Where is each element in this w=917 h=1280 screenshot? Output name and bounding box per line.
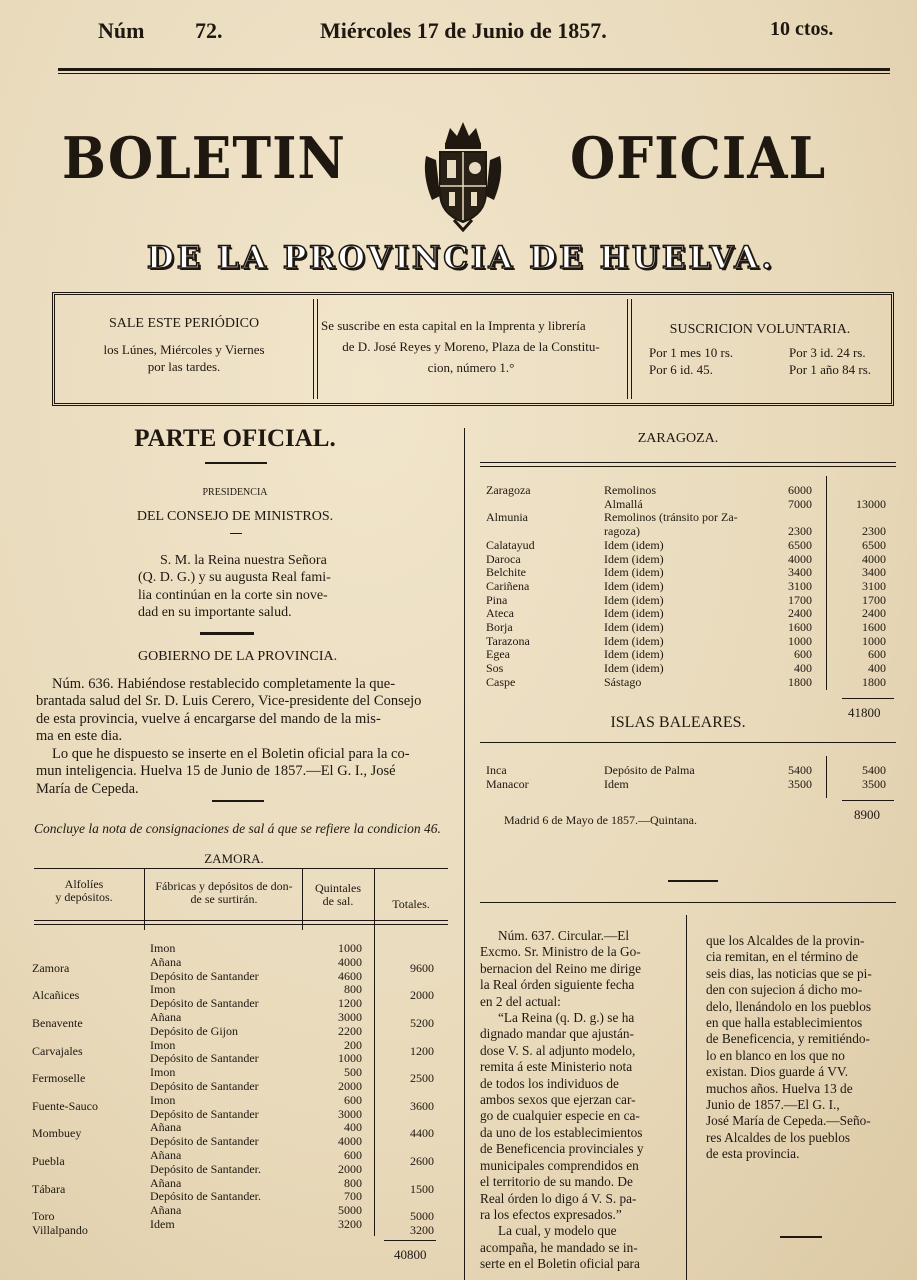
text-line: seis dias, las noticias que se pi- [706, 965, 872, 981]
row-source: Imon [150, 1092, 176, 1107]
schedule-title: SALE ESTE PERIÓDICO [108, 316, 260, 331]
row-quintales: 3200 [338, 1217, 362, 1231]
row-quintales: 400 [344, 1120, 362, 1135]
header-line: de sal. [322, 894, 354, 908]
section-title: PARTE OFICIAL. [134, 425, 336, 452]
text-line: municipales comprendidos en [480, 1157, 639, 1173]
row-place: Tábara [32, 1181, 66, 1196]
row-source: Depósito de Santander [150, 996, 259, 1011]
box-divider [313, 299, 318, 399]
row-total: 2600 [410, 1154, 434, 1168]
row-quintales: 7000 [788, 496, 812, 511]
text-line: dignado mandar que ajustán- [480, 1026, 634, 1042]
baleares-heading: ISLAS BALEARES. [610, 714, 746, 731]
row-place: Fuente-Sauco [32, 1098, 98, 1113]
row-total: 3600 [410, 1098, 434, 1113]
text-line: muchos años. Huelva 13 de [706, 1080, 853, 1096]
publication-schedule [55, 315, 313, 375]
row-quintales: 6000 [788, 483, 812, 497]
row-source: Idem [604, 777, 629, 791]
row-quintales: 400 [794, 661, 812, 676]
row-quintales: 3000 [338, 1010, 362, 1024]
row-source: Añana [150, 954, 182, 969]
row-quintales: 4000 [788, 551, 812, 566]
row-quintales: 700 [344, 1189, 362, 1204]
row-place: Mombuey [32, 1126, 82, 1141]
row-place: Daroca [486, 551, 521, 566]
text-line: en 2 del actual: [480, 993, 561, 1009]
row-place: Toro [32, 1209, 55, 1224]
text-line: (Q. D. G.) y su augusta Real fami- [138, 570, 331, 586]
text-line: Junio de 1857.—El G. I., [706, 1097, 840, 1113]
row-source: Idem (idem) [604, 551, 664, 566]
row-place: Alcañices [32, 988, 80, 1003]
row-source: Imon [150, 941, 176, 955]
row-quintales: 600 [344, 1148, 362, 1162]
concluye-note: Concluye la nota de consignaciones de sal á que se refiere la condicion 46. [34, 821, 441, 836]
row-quintales: 2000 [338, 1161, 362, 1176]
section-rule [480, 902, 896, 903]
row-place: Fermoselle [32, 1071, 86, 1086]
row-place: Sos [486, 661, 504, 676]
row-source: Idem [150, 1217, 175, 1231]
price-3-months: Por 3 id. 24 rs. [789, 345, 866, 360]
row-total: 5200 [410, 1016, 434, 1030]
row-total: 400 [868, 661, 886, 676]
row-total: 9600 [410, 960, 434, 975]
row-source: Depósito de Santander [150, 1106, 259, 1121]
num-637-column [480, 928, 670, 1273]
issue-number-label: Núm [98, 18, 145, 43]
prices-title: SUSCRICION VOLUNTARIA. [669, 322, 851, 337]
col-header-quintales [305, 882, 371, 908]
row-source: Añana [150, 1148, 182, 1162]
issue-date: Miércoles 17 de Junio de 1857. [320, 18, 607, 43]
total-rule [842, 800, 894, 801]
total-rule [842, 698, 894, 699]
row-quintales: 4000 [338, 1134, 362, 1149]
row-source: Idem (idem) [604, 537, 664, 552]
row-quintales: 3400 [788, 565, 812, 580]
row-total: 3200 [410, 1223, 434, 1237]
row-place: Caspe [486, 674, 516, 689]
row-source: ragoza) [604, 524, 640, 539]
row-source: Idem (idem) [604, 620, 664, 634]
text-line: que los Alcaldes de la provin- [706, 933, 865, 948]
row-total: 2000 [410, 988, 434, 1003]
text-line: Real órden lo digo á V. S. pa- [480, 1190, 637, 1206]
row-quintales: 4600 [338, 968, 362, 983]
row-source: Idem (idem) [604, 606, 664, 621]
row-total: 2400 [862, 606, 886, 621]
ornament [212, 800, 264, 802]
col-header-totales: Totales. [392, 897, 430, 911]
row-place: Zamora [32, 960, 70, 975]
row-source: Idem (idem) [604, 565, 664, 580]
text-line: de todos los individuos de [480, 1075, 619, 1091]
reina-paragraph [138, 552, 338, 622]
row-total: 3100 [862, 578, 886, 593]
location-line-2: de D. José Reyes y Moreno, Plaza de la Constitu- [342, 339, 600, 354]
text-line: den con sujecion á dicho mo- [706, 982, 863, 998]
text-line: lia continúan en la corte sin nove- [138, 587, 328, 603]
table-vline [374, 930, 375, 1236]
madrid-signature: Madrid 6 de Mayo de 1857.—Quintana. [504, 813, 697, 827]
table-vline [826, 756, 827, 798]
ornament [780, 1236, 822, 1238]
row-source: Añana [150, 1175, 182, 1190]
text-line: en que halla establecimientos [706, 1015, 863, 1031]
total-rule [384, 1240, 436, 1241]
masthead-rule-thin [58, 73, 890, 74]
row-source: Depósito de Palma [604, 763, 695, 777]
row-quintales: 1000 [788, 633, 812, 648]
header-line: y depósitos. [55, 890, 113, 904]
price-6-months: Por 6 id. 45. [649, 362, 713, 377]
row-source: Imon [150, 1065, 176, 1080]
header-line: Alfolíes [64, 877, 104, 891]
text-line: La cual, y modelo que [498, 1223, 617, 1239]
text-line: da uno de los establecimientos [480, 1124, 643, 1140]
text-line: Núm. 637. Circular.—El [498, 928, 630, 943]
header-line: de se surtirán. [190, 892, 258, 906]
text-line: existan. Dios guarde á VV. [706, 1064, 849, 1080]
row-source: Añana [150, 1120, 182, 1135]
row-quintales: 1000 [338, 941, 362, 955]
row-source: Idem (idem) [604, 578, 664, 593]
row-total: 1600 [862, 620, 886, 634]
text-line: ra los efectos expresados.” [480, 1206, 622, 1222]
text-line: de esta provincia, vuelve á encargarse del mando de la mis- [36, 710, 381, 727]
row-total: 3500 [862, 777, 886, 791]
schedule-time: por las tardes. [147, 359, 221, 374]
zaragoza-heading: ZARAGOZA. [637, 431, 719, 446]
text-line: remita á este Ministerio nota [480, 1059, 633, 1075]
row-total: 1000 [862, 633, 886, 648]
title-right: OFICIAL [570, 124, 827, 193]
row-quintales: 500 [344, 1065, 362, 1080]
row-total: 4400 [410, 1126, 434, 1141]
text-line: delo, llenándolo en los pueblos [706, 998, 872, 1014]
location-line-1: Se suscribe en esta capital en la Imprenta y librería [321, 318, 586, 333]
row-source: Depósito de Santander. [150, 1189, 261, 1204]
row-total: 1700 [862, 592, 886, 607]
subtitle-province: DE LA PROVINCIA DE HUELVA. [146, 240, 776, 276]
text-line: la Real órden siguiente fecha [480, 977, 635, 993]
price-1-year: Por 1 año 84 rs. [789, 362, 871, 377]
ornament [205, 462, 267, 464]
short-rule [230, 533, 242, 534]
price-1-month: Por 1 mes 10 rs. [649, 345, 734, 360]
text-line: ambos sexos que ejerzan car- [480, 1092, 636, 1108]
text-line: mun inteligencia. Huelva 15 de Junio de 1857.—El G. I., José [36, 763, 396, 780]
row-place: Inca [486, 763, 507, 777]
column-divider [464, 428, 465, 1280]
row-place: Egea [486, 647, 510, 662]
presidencia-heading: PRESIDENCIA [202, 487, 268, 498]
subscription-info-box [52, 292, 894, 406]
issue-price: 10 ctos. [770, 18, 834, 40]
text-line: S. M. la Reina nuestra Señora [160, 553, 327, 568]
ornament [668, 880, 718, 882]
row-quintales: 1800 [788, 674, 812, 689]
zamora-grand-total: 40800 [394, 1247, 427, 1262]
row-source: Idem (idem) [604, 633, 664, 648]
row-source: Depósito de Gijon [150, 1023, 238, 1038]
masthead-rule [58, 68, 890, 71]
table-header-rule [34, 924, 448, 925]
row-quintales: 600 [794, 647, 812, 662]
row-total: 5000 [410, 1209, 434, 1224]
row-source: Idem (idem) [604, 661, 664, 676]
schedule-days: los Lúnes, Miércoles y Viernes [103, 342, 265, 357]
header-line: Fábricas y depósitos de don- [155, 879, 293, 893]
header-line: Quintales [315, 881, 361, 895]
row-total: 1500 [410, 1181, 434, 1196]
row-quintales: 3500 [788, 777, 812, 791]
row-total: 1200 [410, 1043, 434, 1058]
text-line: de Beneficencia provinciales y [480, 1141, 644, 1157]
text-line: dose V. S. al adjunto modelo, [480, 1042, 636, 1058]
num-636-paragraph [36, 676, 452, 746]
row-source: Depósito de Santander. [150, 1161, 261, 1176]
text-line: ma en este dia. [36, 728, 123, 745]
row-source: Remolinos (tránsito por Za- [604, 510, 738, 525]
text-line: Excmo. Sr. Ministro de la Go- [480, 944, 641, 960]
text-line: el territorio de su mando. De [480, 1174, 633, 1190]
table-rule [480, 742, 896, 743]
table-top-rule [480, 466, 896, 467]
col-header-fabricas [146, 880, 302, 906]
zaragoza-total: 41800 [848, 705, 881, 720]
text-line: “La Reina (q. D. g.) se ha [498, 1010, 635, 1026]
row-total: 5400 [862, 763, 886, 777]
row-quintales: 5000 [338, 1203, 362, 1218]
row-source: Sástago [604, 674, 642, 689]
row-quintales: 600 [344, 1092, 362, 1107]
row-quintales: 2300 [788, 524, 812, 539]
issue-number: 72. [195, 18, 223, 43]
text-line: de Beneficencia, y remitiéndo- [706, 1031, 870, 1047]
row-place: Almunia [486, 510, 528, 525]
row-quintales: 1000 [338, 1051, 362, 1066]
row-source: Idem (idem) [604, 592, 664, 607]
row-place: Tarazona [486, 633, 530, 648]
row-total: 600 [868, 647, 886, 662]
num-637-continued [706, 933, 898, 1163]
row-quintales: 2000 [338, 1079, 362, 1093]
row-source: Depósito de Santander [150, 1134, 259, 1149]
row-place: Borja [486, 620, 513, 634]
row-source: Remolinos [604, 483, 657, 497]
row-quintales: 1200 [338, 996, 362, 1011]
location-line-3: cion, número 1.° [427, 360, 515, 375]
row-place: Pina [486, 592, 508, 607]
row-place: Villalpando [32, 1223, 88, 1237]
text-line: Lo que he dispuesto se inserte en el Boletin oficial para la co- [52, 746, 410, 762]
row-source: Añana [150, 1203, 182, 1218]
row-total: 6500 [862, 537, 886, 552]
row-total: 2500 [410, 1071, 434, 1086]
row-place: Cariñena [486, 578, 530, 593]
row-place: Manacor [486, 777, 529, 791]
row-quintales: 5400 [788, 763, 812, 777]
ornament [200, 632, 254, 635]
box-divider [627, 299, 632, 399]
subscription-location [321, 315, 621, 378]
text-line: acompaña, he mandado se in- [480, 1239, 638, 1255]
text-line: Núm. 636. Habiéndose restablecido completamente la que- [52, 676, 396, 692]
text-line: bernacion del Reino me dirige [480, 960, 641, 976]
text-line: go de cualquier especie en ca- [480, 1108, 640, 1124]
zamora-heading: ZAMORA. [204, 851, 264, 866]
row-quintales: 1700 [788, 592, 812, 607]
row-place: Zaragoza [486, 483, 531, 497]
row-source: Imon [150, 1037, 176, 1052]
text-line: de esta provincia. [706, 1146, 800, 1162]
subscription-prices [635, 321, 885, 378]
row-quintales: 6500 [788, 537, 812, 552]
gobierno-heading: GOBIERNO DE LA PROVINCIA. [138, 649, 338, 664]
text-line: lo en blanco en los que no [706, 1047, 845, 1063]
text-line: José María de Cepeda.—Seño- [706, 1113, 871, 1129]
row-quintales: 200 [344, 1037, 362, 1052]
text-line: res Alcaldes de los pueblos [706, 1129, 851, 1145]
row-quintales: 3000 [338, 1106, 362, 1121]
table-vline [826, 476, 827, 690]
row-total: 4000 [862, 551, 886, 566]
column-divider [686, 915, 687, 1280]
row-source: Añana [150, 1010, 182, 1024]
table-top-rule [34, 868, 448, 869]
row-source: Idem (idem) [604, 647, 664, 662]
row-source: Almallá [604, 496, 643, 511]
row-place: Belchite [486, 565, 526, 580]
row-quintales: 4000 [338, 954, 362, 969]
row-place: Carvajales [32, 1043, 83, 1058]
row-source: Depósito de Santander [150, 1079, 259, 1093]
col-header-alfolies [34, 878, 134, 904]
row-quintales: 2200 [338, 1023, 362, 1038]
row-total: 13000 [856, 496, 886, 511]
row-total: 2300 [862, 524, 886, 539]
table-header-rule [34, 920, 448, 921]
text-line: dad en su importante salud. [138, 605, 292, 621]
row-source: Depósito de Santander [150, 1051, 259, 1066]
baleares-total: 8900 [854, 807, 880, 822]
row-place: Calatayud [486, 537, 535, 552]
row-place: Benavente [32, 1016, 83, 1030]
row-place: Puebla [32, 1154, 65, 1168]
row-source: Imon [150, 982, 176, 997]
title-left: BOLETIN [62, 124, 346, 193]
row-quintales: 1600 [788, 620, 812, 634]
row-quintales: 3100 [788, 578, 812, 593]
row-total: 3400 [862, 565, 886, 580]
row-total: 1800 [862, 674, 886, 689]
table-top-rule [480, 462, 896, 463]
text-line: brantada salud del Sr. D. Luis Cerero, Vice-presidente del Consejo [36, 693, 422, 710]
dispuesto-paragraph [36, 746, 452, 798]
row-quintales: 800 [344, 1175, 362, 1190]
text-line: serte en el Boletin oficial para [480, 1256, 640, 1272]
row-place: Ateca [486, 606, 514, 621]
consejo-heading: DEL CONSEJO DE MINISTROS. [136, 509, 334, 524]
row-source: Depósito de Santander [150, 968, 259, 983]
text-line: cia remitan, en el término de [706, 949, 859, 965]
text-line: María de Cepeda. [36, 780, 139, 797]
row-quintales: 800 [344, 982, 362, 997]
row-quintales: 2400 [788, 606, 812, 621]
coat-of-arms-emblem [420, 116, 506, 232]
